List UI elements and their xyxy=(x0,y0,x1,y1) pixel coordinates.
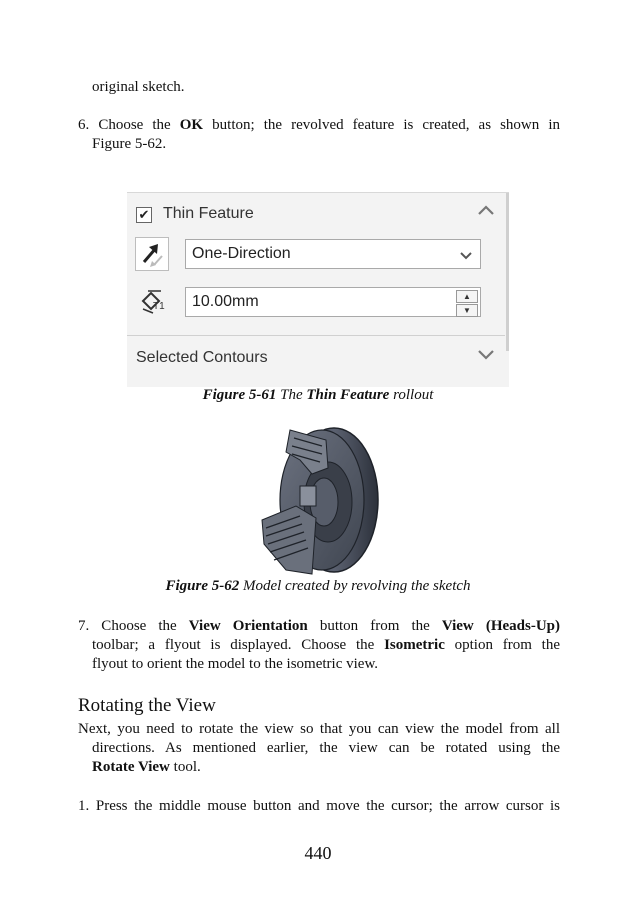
direction-select-value: One-Direction xyxy=(192,245,291,262)
spin-down-icon[interactable]: ▼ xyxy=(456,304,478,317)
rollout-divider xyxy=(127,335,505,336)
rollout-scrollbar[interactable] xyxy=(506,193,509,351)
thickness-spinner[interactable] xyxy=(456,290,478,314)
reverse-direction-icon xyxy=(136,238,168,270)
body-text-line: original sketch. xyxy=(92,79,185,95)
step-6-line-1: 6. Choose the OK button; the revolved feature is created, as shown in xyxy=(78,117,560,133)
paragraph-line-1: Next, you need to rotate the view so that you can view the model from all xyxy=(78,721,560,737)
section-heading: Rotating the View xyxy=(78,695,216,716)
spin-up-icon[interactable]: ▲ xyxy=(456,290,478,303)
figure-5-62-caption: Figure 5-62 Model created by revolving the sketch xyxy=(165,578,471,594)
step-1-line-1: 1. Press the middle mouse button and move the cursor; the arrow cursor is xyxy=(78,798,560,814)
direction-select[interactable] xyxy=(185,239,481,269)
revolved-model-image xyxy=(256,424,380,576)
rollout-title: Thin Feature xyxy=(163,205,254,222)
thickness-icon-label: T1 xyxy=(153,301,165,312)
step-7-line-1: 7. Choose the View Orientation button from the View (Heads-Up) xyxy=(78,618,560,634)
reverse-direction-button[interactable] xyxy=(135,237,169,271)
selected-contours-label[interactable]: Selected Contours xyxy=(136,349,268,366)
paragraph-line-2: directions. As mentioned earlier, the view can be rotated using the xyxy=(92,740,560,756)
thickness-input[interactable] xyxy=(185,287,481,317)
step-7-line-2: toolbar; a flyout is displayed. Choose the Isometric option from the xyxy=(92,637,560,653)
step-6-line-2: Figure 5-62. xyxy=(92,136,167,152)
thin-feature-checkbox[interactable]: ✔ xyxy=(136,207,152,223)
thickness-value: 10.00mm xyxy=(192,293,259,310)
chevron-down-icon xyxy=(460,248,472,266)
thin-feature-rollout xyxy=(127,192,509,387)
step-7-line-3: flyout to orient the model to the isometric view. xyxy=(92,656,379,672)
page-number: 440 xyxy=(304,843,332,863)
figure-5-61-caption: Figure 5-61 The Thin Feature rollout xyxy=(202,387,434,403)
chevron-up-icon[interactable] xyxy=(477,203,495,221)
thickness-icon xyxy=(139,287,173,317)
paragraph-line-3: Rotate View tool. xyxy=(92,759,201,775)
chevron-down-icon[interactable] xyxy=(477,347,495,365)
